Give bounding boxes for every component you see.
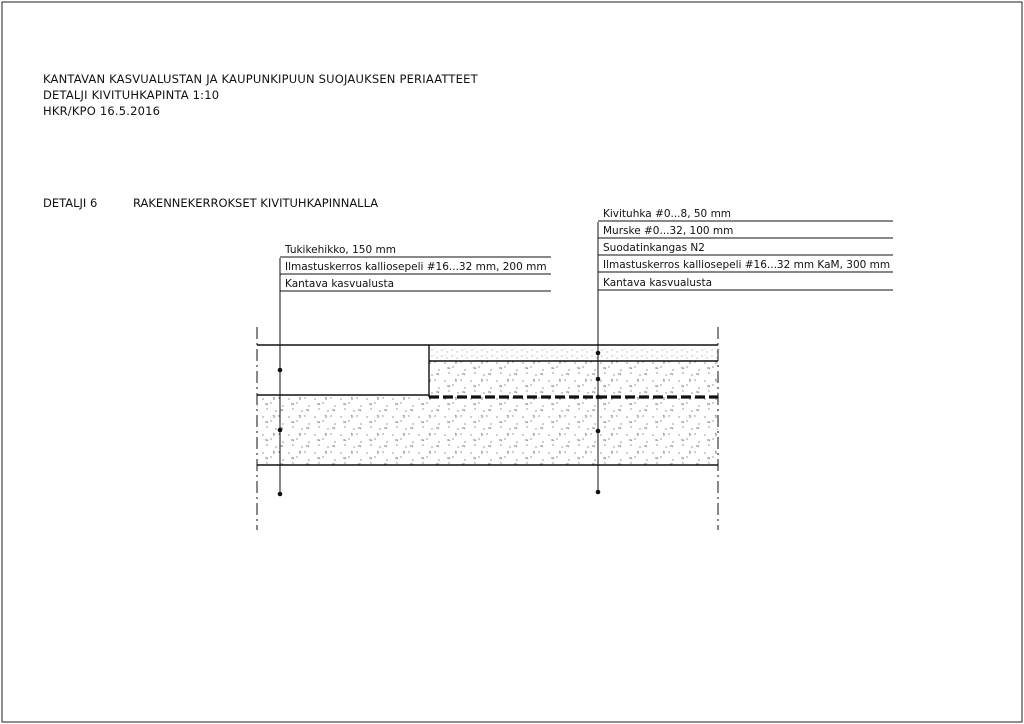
title-line-2: DETALJI KIVITUHKAPINTA 1:10 <box>43 88 220 102</box>
right-label-2: Murske #0...32, 100 mm <box>603 225 734 237</box>
right-label-5: Kantava kasvualusta <box>603 277 713 289</box>
right-dot-4 <box>596 429 601 434</box>
right-label-4: Ilmastuskerros kalliosepeli #16...32 mm KaM, 300 mm <box>603 259 891 271</box>
left-dot-3 <box>278 492 283 497</box>
left-label-2: Ilmastuskerros kalliosepeli #16...32 mm, 200 mm <box>285 261 547 273</box>
right-dot-1 <box>596 351 601 356</box>
right-label-3: Suodatinkangas N2 <box>603 242 705 254</box>
ilmastuskerros-layer <box>257 397 718 465</box>
right-dot-2 <box>596 377 601 382</box>
left-label-3: Kantava kasvualusta <box>285 278 395 290</box>
detail-number: DETALJI 6 <box>43 196 98 210</box>
detail-title: RAKENNEKERROKSET KIVITUHKAPINNALLA <box>133 196 379 210</box>
title-line-3: HKR/KPO 16.5.2016 <box>43 104 161 118</box>
kivituhka-layer <box>429 347 718 360</box>
right-dot-3 <box>596 395 601 400</box>
murske-layer <box>429 361 718 397</box>
left-dot-2 <box>278 428 283 433</box>
right-dot-5 <box>596 490 601 495</box>
right-label-1: Kivituhka #0...8, 50 mm <box>603 208 732 220</box>
left-dot-1 <box>278 368 283 373</box>
left-label-1: Tukikehikko, 150 mm <box>285 244 396 256</box>
title-line-1: KANTAVAN KASVUALUSTAN JA KAUPUNKIPUUN SUOJAUKSEN PERIAATTEET <box>43 72 478 86</box>
